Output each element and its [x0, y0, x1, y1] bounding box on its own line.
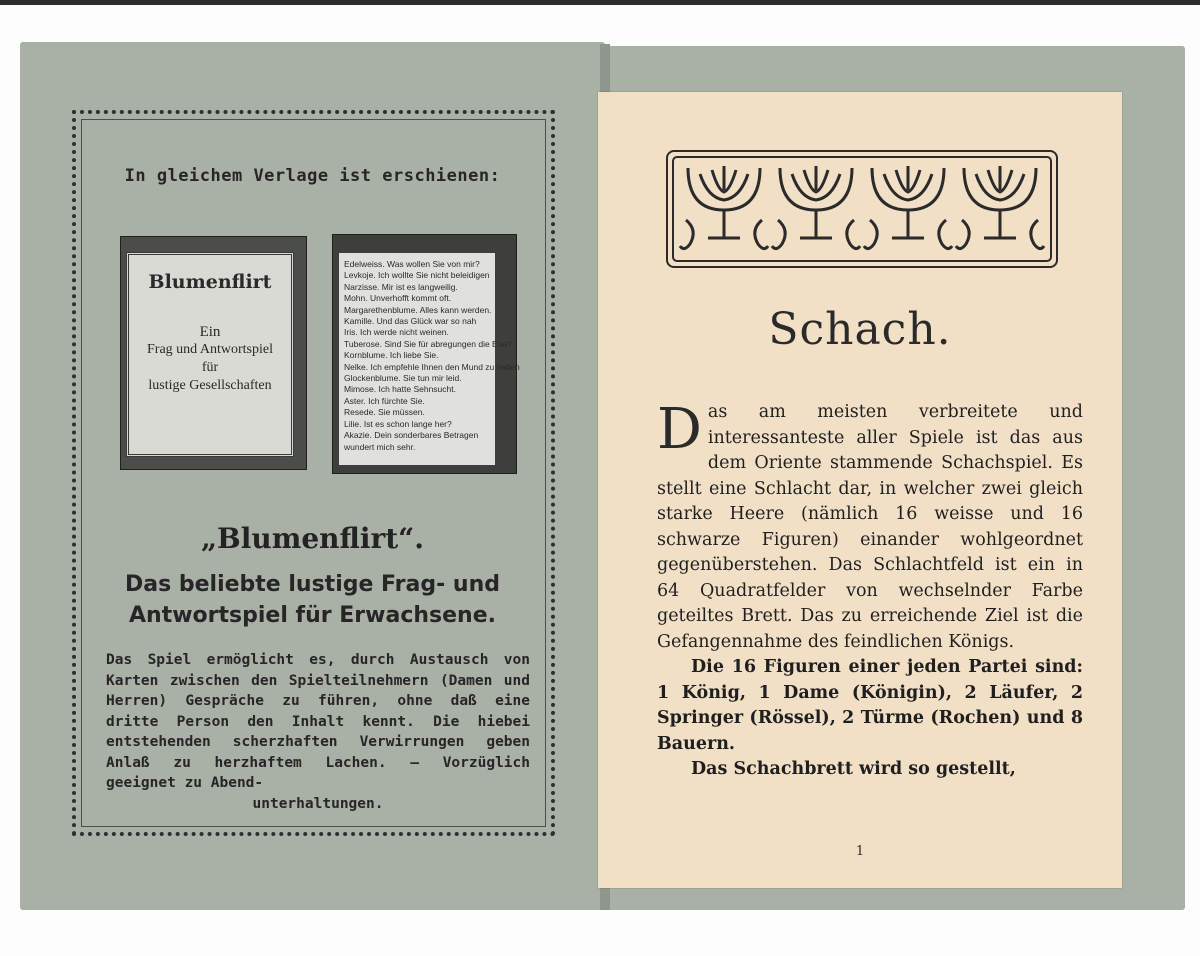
book-front-face [126, 252, 294, 457]
paragraph-text: as am meisten verbreitete und interessanteste aller Spiele ist das aus dem Oriente stammende Schachspiel. Es stellt eine Schlacht dar, in welcher zwei gleich starke Heere (nämlich 16 weisse und 16 schwarze Figuren) einander wohlgeordnet gegenüberstehen. Das Schlachtfeld ist ein in 64 Quadratfelder von wechselnder Farbe geteiltes Brett. Das zu erreichende Ziel ist die Gefangennahme des feindlichen Königs. [657, 402, 1083, 652]
blumenflirt-subtitle [20, 569, 605, 631]
book-front-title: Blumenflirt [148, 271, 272, 293]
book-back-line: Levkoje. Ich wollte Sie nicht beleidigen [344, 270, 490, 281]
subtitle-line: Das beliebte lustige Frag- und [125, 572, 500, 597]
book-illustration [120, 230, 520, 475]
paragraph [657, 397, 1083, 655]
book-back-line: Mimose. Ich hatte Sehnsucht. [344, 384, 456, 395]
page-title: Schach. [768, 304, 952, 355]
paragraph: Die 16 Figuren einer jeden Partei sind: 1 König, 1 Dame (Königin), 2 Läufer, 2 Springer (Rössel), 2 Türme (Rochen) und 8 Bauern. [657, 657, 1083, 754]
subtitle-line: Antwortspiel für Erwachsene. [129, 603, 496, 628]
publisher-header: In gleichem Verlage ist erschienen: [124, 166, 501, 186]
book-front-line: lustige Gesellschaften [148, 378, 272, 393]
book-front [120, 236, 307, 470]
book-back-line: Margarethenblume. Alles kann werden. [344, 304, 492, 315]
book-back-line: Akazie. Dein sonderbares Betragen [344, 430, 479, 441]
book-back [332, 234, 520, 474]
page-number: 1 [855, 844, 865, 859]
book-back-line: Aster. Ich fürchte Sie. [344, 395, 425, 406]
ornament-band [666, 150, 1058, 268]
palmette-ornament-icon [678, 160, 1046, 256]
description-text: Das Spiel ermöglicht es, durch Austausch von Karten zwischen den Spielteilnehmern (Damen und Herren) Gespräche zu führen, ohne daß eine dritte Person den Inhalt kennt. Die hiebei entstehenden scherzhaften Verwirrungen geben Anlaß zu herzhaftem Lachen. — Vorzüglich geeignet zu Abend- [106, 652, 530, 791]
left-cover [20, 42, 605, 910]
book-back-line: Lilie. Ist es schon lange her? [344, 418, 452, 429]
book-back-line: Iris. Ich werde nicht weinen. [344, 327, 449, 338]
page-body [657, 397, 1083, 783]
book-back-line: Mohn. Unverhofft kommt oft. [344, 293, 452, 304]
description-last-line: unterhaltungen. [252, 795, 384, 812]
book-back-face [339, 253, 520, 465]
book-back-line: Kornblume. Ich liebe Sie. [344, 350, 439, 361]
blumenflirt-title: „Blumenflirt“. [200, 522, 425, 555]
book-back-line: Edelweiss. Was wollen Sie von mir? [344, 259, 480, 269]
book-front-line: für [201, 360, 219, 375]
book-back-line: Resede. Sie müssen. [344, 407, 425, 418]
book-back-line: Nelke. Ich empfehle Ihnen den Mund zu halten [344, 361, 520, 372]
book-back-line: Kamille. Und das Glück war so nah [344, 316, 477, 327]
book-back-line: Narzisse. Mir ist es langweilig. [344, 281, 458, 292]
book-back-line: Glockenblume. Sie tun mir leid. [344, 373, 462, 384]
book-back-line: wundert mich sehr. [344, 441, 416, 452]
blumenflirt-description [106, 650, 530, 814]
top-edge-line [0, 0, 1200, 5]
book-back-line: Tuberose. Sind Sie für abregungen die Ehe? [344, 338, 512, 349]
book-front-line: Ein [199, 324, 221, 340]
drop-cap: D [657, 397, 702, 462]
book-front-line: Frag und Antwortspiel [147, 342, 273, 357]
paragraph: Das Schachbrett wird so gestellt, [691, 759, 1016, 779]
book-page [598, 92, 1122, 888]
